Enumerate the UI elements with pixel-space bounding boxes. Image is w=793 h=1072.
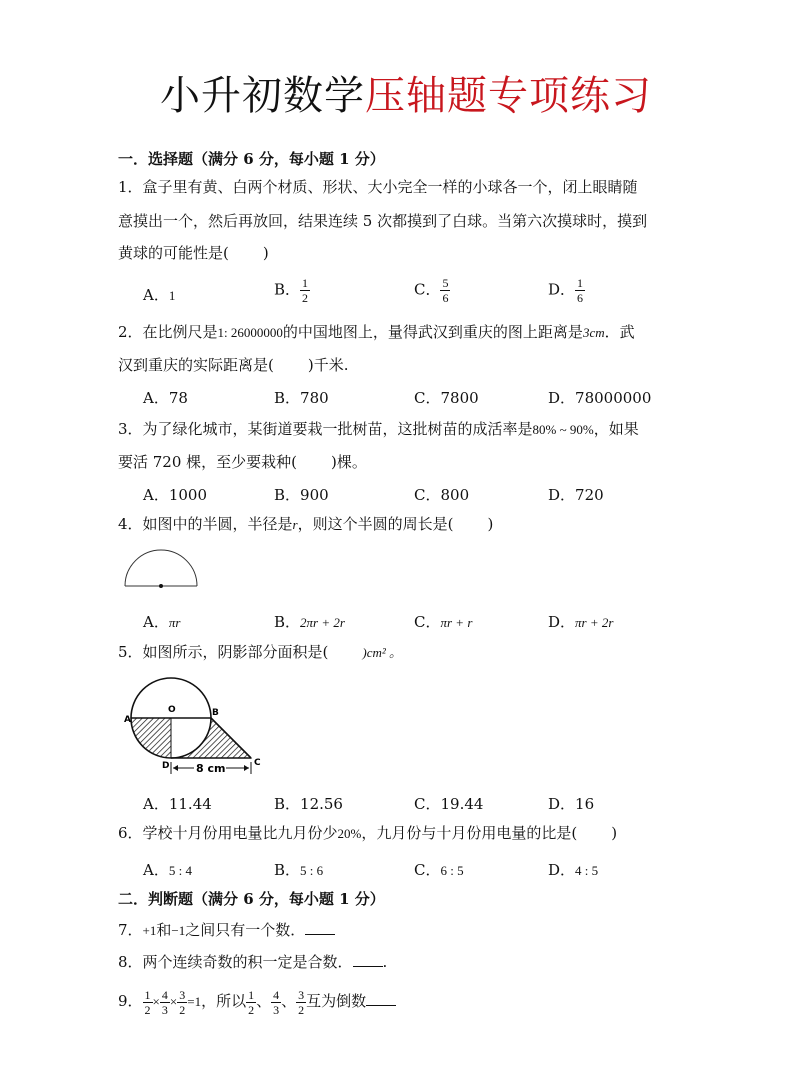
q3-line-2: 要活 720 棵，至少要栽种( )棵。 <box>118 453 367 471</box>
q6-option-c: C．6 : 5 <box>414 861 464 879</box>
q6-line-1: 6．学校十月份用电量比九月份少20%，九月份与十月份用电量的比是( ) <box>118 824 618 842</box>
q4-option-c: C．πr + r <box>414 613 473 631</box>
title-red: 压轴题专项练习 <box>365 73 652 119</box>
title-black: 小升初数学 <box>160 73 365 119</box>
q1-line-3 <box>118 237 269 269</box>
q1-line-1: 1．盒子里有黄、白两个材质、形状、大小完全一样的小球各一个，闭上眼睛随 <box>118 178 638 196</box>
q6-option-d: D．4 : 5 <box>548 861 599 879</box>
q1-option-d: D． $\frac{1}{6}$ <box>548 276 584 305</box>
semicircle-arc <box>125 550 197 586</box>
q1-line-2: 意摸出一个，然后再放回，结果连续 5 次都摸到了白球。当第六次摸球时，摸到 <box>118 212 648 230</box>
q2-option-a: A．78 <box>143 389 188 407</box>
shaded-area-figure <box>120 672 270 782</box>
q3-option-a: A．1000 <box>143 486 208 504</box>
q4-line-1: 4．如图中的半圆，半径是r，则这个半圆的周长是( ) <box>118 515 494 533</box>
q7-answer-blank <box>305 920 335 935</box>
section-2-heading: 二．判断题（满分 6 分，每小题 1 分） <box>118 890 385 908</box>
q5-option-b: B．12.56 <box>274 795 343 813</box>
semicircle-figure <box>120 548 204 598</box>
q5-line-1: 5．如图所示，阴影部分面积是( )cm² 。 <box>118 643 403 661</box>
q6-option-a: A．5 : 4 <box>143 861 192 879</box>
label-a: A <box>124 715 131 725</box>
q9-answer-blank <box>366 991 396 1006</box>
page-title <box>160 64 652 121</box>
q8-line: 8．两个连续奇数的积一定是合数． . <box>118 953 388 971</box>
q2-option-b: B．780 <box>274 389 329 407</box>
section-1-heading: 一．选择题（满分 6 分，每小题 1 分） <box>118 150 385 168</box>
q2-distance: 3cm <box>582 325 605 340</box>
q3-option-d: D．720 <box>548 486 604 504</box>
q3-rate: 80% ~ 90% <box>532 422 594 437</box>
q3-line-1: 3．为了绿化城市，某街道要栽一批树苗，这批树苗的成活率是80% ~ 90%，如果 <box>118 420 639 438</box>
q8-answer-blank <box>353 952 383 967</box>
q1-paren-close: ) <box>262 244 269 262</box>
q4-option-b: B．2πr + 2r <box>274 613 345 631</box>
q3-option-b: B．900 <box>274 486 329 504</box>
q9-line: 9． $\frac{1}{2}$ × $\frac{4}{3}$ × $\frac{3}{2}$ =1，所以 $\frac{1}{2}$ 、 $\frac{4}{3}$ 、 $\frac{3}{2}$ 互为倒数 <box>118 985 396 1018</box>
q5-option-d: D．16 <box>548 795 595 813</box>
q7-line: 7．+1和−1之间只有一个数． <box>118 914 335 947</box>
q2-line-1: 2．在比例尺是1: 26000000的中国地图上，量得武汉到重庆的图上距离是3cm．武 <box>118 323 635 341</box>
label-d: D <box>162 761 170 771</box>
q6-percent: 20% <box>337 826 362 841</box>
label-o: O <box>168 705 176 715</box>
q1-option-a: A．1 <box>143 286 176 304</box>
center-point <box>159 584 163 588</box>
q1-option-c: C． $\frac{5}{6}$ <box>414 276 449 305</box>
q4-option-a: A．πr <box>143 613 181 631</box>
q3-option-c: C．800 <box>414 486 470 504</box>
q2-option-c: C．7800 <box>414 389 479 407</box>
q6-option-b: B．5 : 6 <box>274 861 324 879</box>
q5-option-a: A．11.44 <box>143 795 212 813</box>
q2-line-2: 汉到重庆的实际距离是( )千米. <box>118 356 349 374</box>
label-c: C <box>254 758 261 768</box>
q2-scale: 1: 26000000 <box>217 325 283 340</box>
q2-option-d: D．78000000 <box>548 389 652 407</box>
q1-stem-end: 黄球的可能性是( <box>118 244 229 262</box>
q5-option-c: C．19.44 <box>414 795 484 813</box>
q4-option-d: D．πr + 2r <box>548 613 614 631</box>
q4-radius: r <box>292 517 298 532</box>
label-b: B <box>212 708 219 718</box>
label-length: 8 cm <box>196 762 226 775</box>
q1-option-b: B． $\frac{1}{2}$ <box>274 276 309 305</box>
